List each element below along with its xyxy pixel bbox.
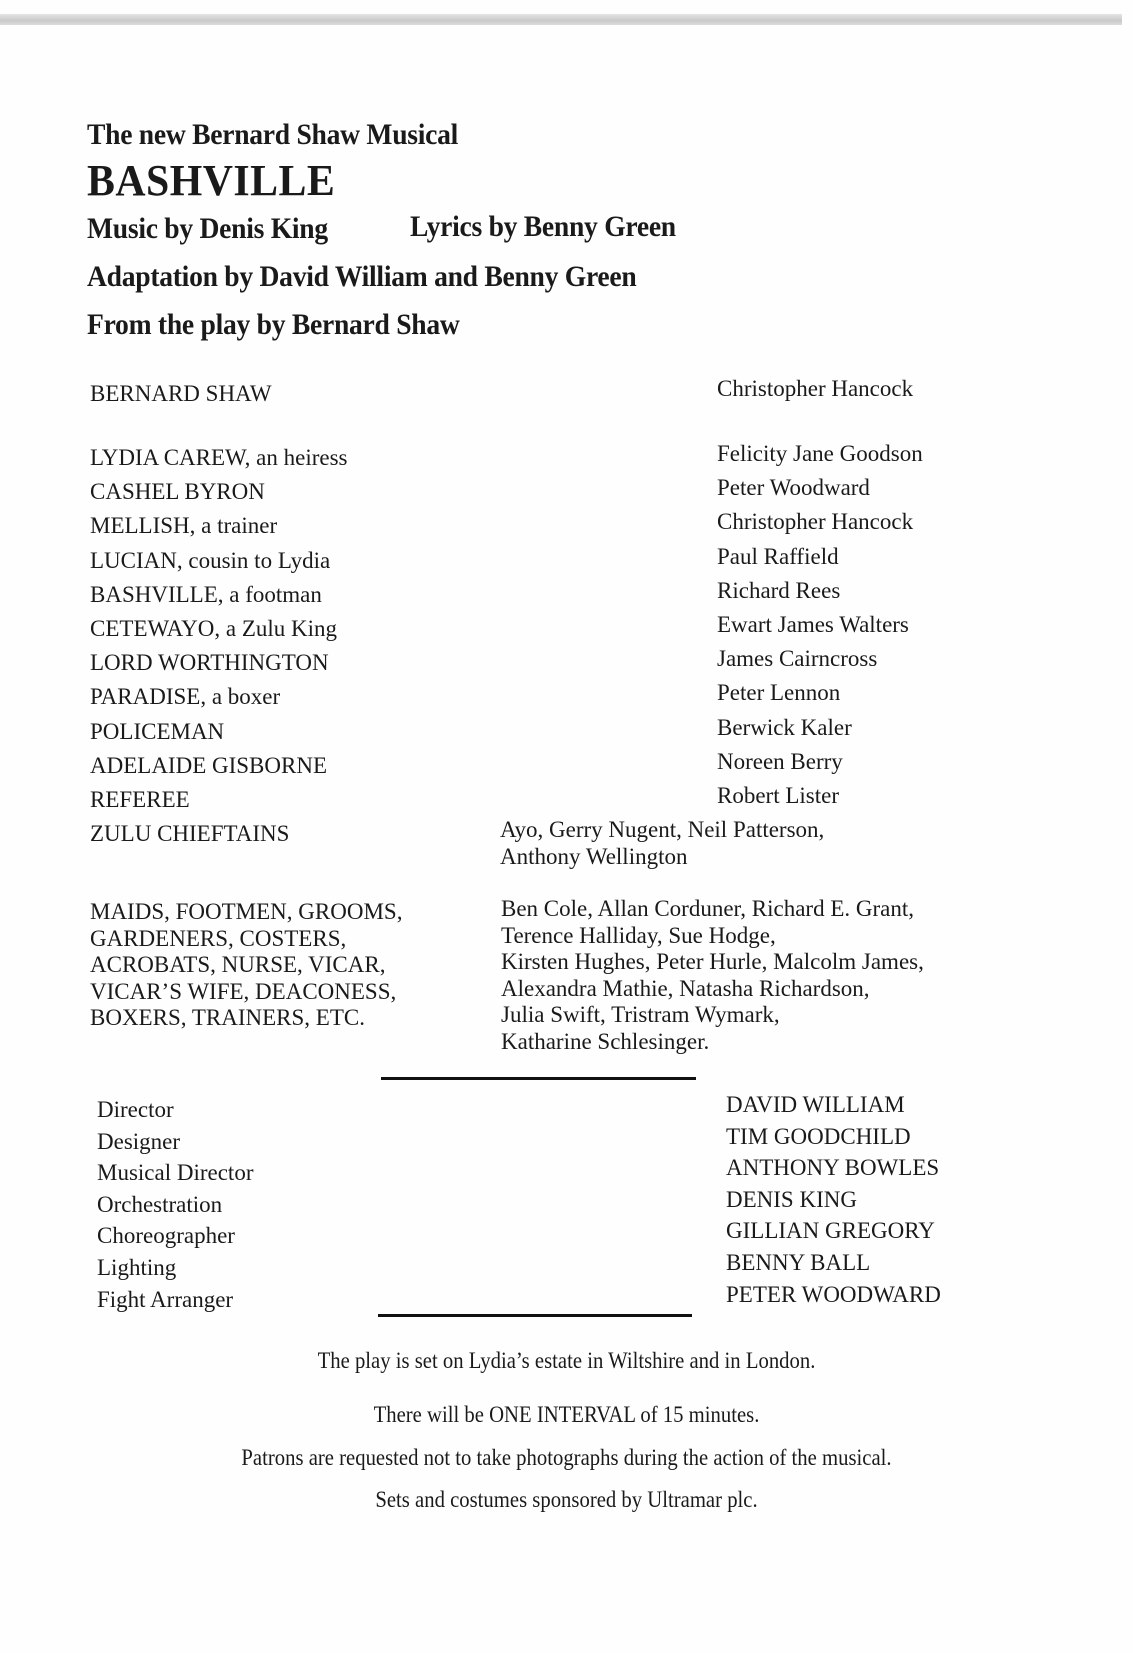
cast-actor: Robert Lister	[717, 783, 839, 809]
cast-actor: Felicity Jane Goodson	[717, 441, 923, 466]
section-divider	[378, 1314, 692, 1317]
cast-actor: Berwick Kaler	[717, 714, 852, 740]
creative-name: PETER WOODWARD	[726, 1281, 941, 1307]
creative-name: ANTHONY BOWLES	[726, 1155, 940, 1181]
ensemble-actor-line: Katharine Schlesinger.	[501, 1028, 710, 1054]
creative-name: TIM GOODCHILD	[726, 1123, 911, 1149]
cast-role: PARADISE, a boxer	[90, 684, 281, 710]
creative-role: Fight Arranger	[97, 1286, 234, 1312]
chieftains-actor-line: Ayo, Gerry Nugent, Neil Patterson,	[500, 817, 825, 842]
source-credit: From the play by Bernard Shaw	[87, 308, 460, 341]
cast-role: REFEREE	[90, 787, 190, 813]
creative-role: Designer	[97, 1128, 181, 1154]
ensemble-actor-line: Alexandra Mathie, Natasha Richardson,	[501, 975, 870, 1001]
cast-actor: Noreen Berry	[717, 748, 843, 774]
creative-role: Orchestration	[97, 1191, 223, 1217]
ensemble-actor-line: Terence Halliday, Sue Hodge,	[501, 922, 776, 948]
cast-actor: Richard Rees	[717, 577, 841, 603]
interval-note: There will be ONE INTERVAL of 15 minutes.	[373, 1402, 760, 1427]
ensemble-actor-line: Kirsten Hughes, Peter Hurle, Malcolm James,	[501, 949, 924, 974]
creative-name: GILLIAN GREGORY	[726, 1218, 935, 1244]
cast-actor: Peter Woodward	[717, 475, 870, 501]
cast-role: CASHEL BYRON	[90, 479, 265, 505]
creative-names	[726, 1089, 941, 1310]
narrator-role: BERNARD SHAW	[90, 381, 272, 406]
ensemble-actors	[501, 896, 924, 1055]
lyrics-credit: Lyrics by Benny Green	[410, 210, 676, 243]
production-title: BASHVILLE	[87, 156, 336, 205]
cast-actor: James Cairncross	[717, 646, 878, 672]
cast-actor: Christopher Hancock	[717, 509, 914, 535]
cast-role: LORD WORTHINGTON	[90, 650, 329, 676]
creative-name: DENIS KING	[726, 1186, 857, 1212]
ensemble-role-line: MAIDS, FOOTMEN, GROOMS,	[90, 899, 403, 924]
chieftains-actors	[500, 817, 824, 870]
ensemble-role-line: BOXERS, TRAINERS, ETC.	[90, 1005, 365, 1030]
creative-role: Director	[97, 1097, 174, 1122]
creative-name: DAVID WILLIAM	[726, 1092, 905, 1117]
cast-actor: Peter Lennon	[717, 680, 841, 706]
creative-role: Choreographer	[97, 1223, 235, 1249]
cast-role: BASHVILLE, a footman	[90, 581, 322, 607]
sponsor-note: Sets and costumes sponsored by Ultramar plc.	[375, 1487, 758, 1512]
music-credit: Music by Denis King	[87, 212, 328, 245]
ensemble-roles	[90, 899, 402, 1032]
scan-edge-strip	[0, 14, 1122, 25]
production-subtitle: The new Bernard Shaw Musical	[87, 118, 459, 151]
creative-role: Lighting	[97, 1254, 177, 1280]
adaptation-credit: Adaptation by David William and Benny Green	[87, 260, 637, 293]
ensemble-role-line: ACROBATS, NURSE, VICAR,	[90, 952, 386, 977]
cast-role: LUCIAN, cousin to Lydia	[90, 547, 331, 573]
cast-actor: Ewart James Walters	[717, 612, 909, 638]
chieftains-role: ZULU CHIEFTAINS	[90, 821, 290, 846]
cast-role: MELLISH, a trainer	[90, 513, 278, 539]
chieftains-actor-line: Anthony Wellington	[500, 843, 688, 869]
cast-actor: Paul Raffield	[717, 543, 839, 569]
creative-role: Musical Director	[97, 1160, 254, 1186]
creative-name: BENNY BALL	[726, 1249, 871, 1275]
creative-roles	[97, 1094, 253, 1315]
cast-role: POLICEMAN	[90, 718, 225, 744]
cast-roles	[90, 441, 347, 817]
cast-actors	[717, 437, 923, 813]
section-divider	[381, 1077, 696, 1080]
ensemble-actor-line: Ben Cole, Allan Corduner, Richard E. Grant,	[501, 896, 914, 921]
photography-note: Patrons are requested not to take photographs during the action of the musical.	[241, 1445, 892, 1470]
cast-role: CETEWAYO, a Zulu King	[90, 616, 338, 642]
narrator-actor: Christopher Hancock	[717, 376, 914, 401]
ensemble-actor-line: Julia Swift, Tristram Wymark,	[501, 1002, 780, 1027]
cast-role: ADELAIDE GISBORNE	[90, 752, 328, 778]
ensemble-role-line: VICAR’S WIFE, DEACONESS,	[90, 978, 397, 1004]
ensemble-role-line: GARDENERS, COSTERS,	[90, 925, 347, 951]
setting-note: The play is set on Lydia’s estate in Wiltshire and in London.	[317, 1348, 816, 1373]
cast-role: LYDIA CAREW, an heiress	[90, 445, 348, 470]
